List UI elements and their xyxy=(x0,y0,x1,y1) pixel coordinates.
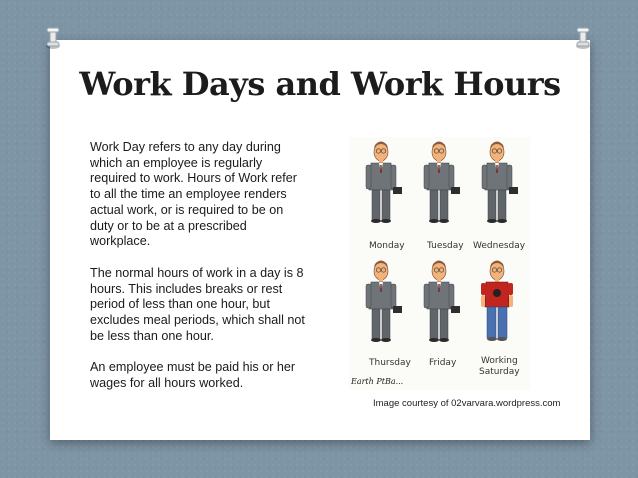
comic-label-wednesday: Wednesday xyxy=(473,241,526,251)
comic-label-saturday: Saturday xyxy=(479,367,520,377)
weekdays-comic-image xyxy=(349,137,530,390)
comic-label-working: Working xyxy=(481,356,518,366)
comic-signature: Earth PtBa... xyxy=(351,377,404,386)
comic-label-thursday: Thursday xyxy=(369,358,411,368)
paragraph-work-day: Work Day refers to any day during which an employee is regularly required to work. Hours of Work refer to all the time an employee renders actual work, or is required to be on duty or to be at a prescribed workplace. xyxy=(90,140,297,249)
slide-body xyxy=(90,140,305,408)
pushpin-icon xyxy=(570,26,596,52)
image-caption: Image courtesy of 02varvara.wordpress.com xyxy=(373,398,561,409)
slide-title: Work Days and Work Hours xyxy=(79,65,561,103)
pushpin-icon xyxy=(40,26,66,52)
comic-label-monday: Monday xyxy=(369,241,405,251)
paragraph-normal-hours: The normal hours of work in a day is 8 hours. This includes breaks or rest period of less than one hour, but excludes meal periods, which shall not be less than one hour. xyxy=(90,265,305,343)
comic-label-friday: Friday xyxy=(429,358,457,368)
comic-label-tuesday: Tuesday xyxy=(427,241,464,251)
paragraph-wages: An employee must be paid his or her wages for all hours worked. xyxy=(90,360,296,391)
